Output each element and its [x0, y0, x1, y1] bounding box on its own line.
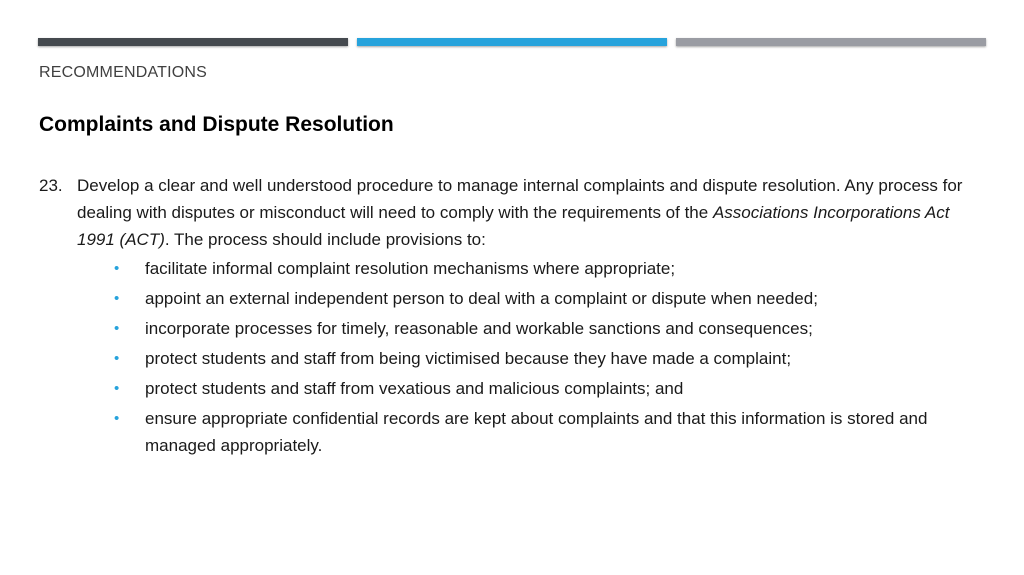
- list-item-text: protect students and staff from being victimised because they have made a complaint;: [145, 349, 792, 368]
- item-number: 23.: [39, 176, 63, 195]
- list-item: [77, 405, 982, 459]
- accent-bar-grey: [676, 38, 986, 46]
- list-item-text: incorporate processes for timely, reasonable and workable sanctions and consequences;: [145, 319, 813, 338]
- list-item: [77, 285, 982, 312]
- list-item-text: facilitate informal complaint resolution mechanisms where appropriate;: [145, 259, 676, 278]
- list-item-text: protect students and staff from vexatious and malicious complaints; and: [145, 379, 684, 398]
- list-item: [77, 315, 982, 342]
- list-item: [77, 255, 982, 282]
- list-item-text: ensure appropriate confidential records are kept about complaints and that this information is stored and managed appropriately.: [145, 409, 928, 455]
- slide-title: Complaints and Dispute Resolution: [39, 113, 394, 136]
- bullet-icon: •: [114, 410, 120, 427]
- item-intro: [77, 172, 982, 253]
- list-item: [77, 375, 982, 402]
- bullet-icon: •: [114, 350, 120, 367]
- list-item-text: appoint an external independent person to deal with a complaint or dispute when needed;: [145, 289, 818, 308]
- bullet-icon: •: [114, 320, 120, 337]
- recommendation-item: [77, 172, 982, 462]
- list-item: [77, 345, 982, 372]
- act-name: Associations Incorporations Act 1991 (ACT): [77, 203, 950, 249]
- bullet-icon: •: [114, 260, 120, 277]
- accent-bar-blue: [357, 38, 667, 46]
- item-text-before: Develop a clear and well understood procedure to manage internal complaints and dispute resolution. Any process for dealing with disputes or misconduct will need to comply with the requirements of the: [77, 176, 963, 222]
- bullet-icon: •: [114, 290, 120, 307]
- provisions-list: [77, 255, 982, 459]
- item-text-after: . The process should include provisions to:: [164, 230, 486, 249]
- section-label: RECOMMENDATIONS: [39, 64, 208, 81]
- accent-bar-dark: [38, 38, 348, 46]
- bullet-icon: •: [114, 380, 120, 397]
